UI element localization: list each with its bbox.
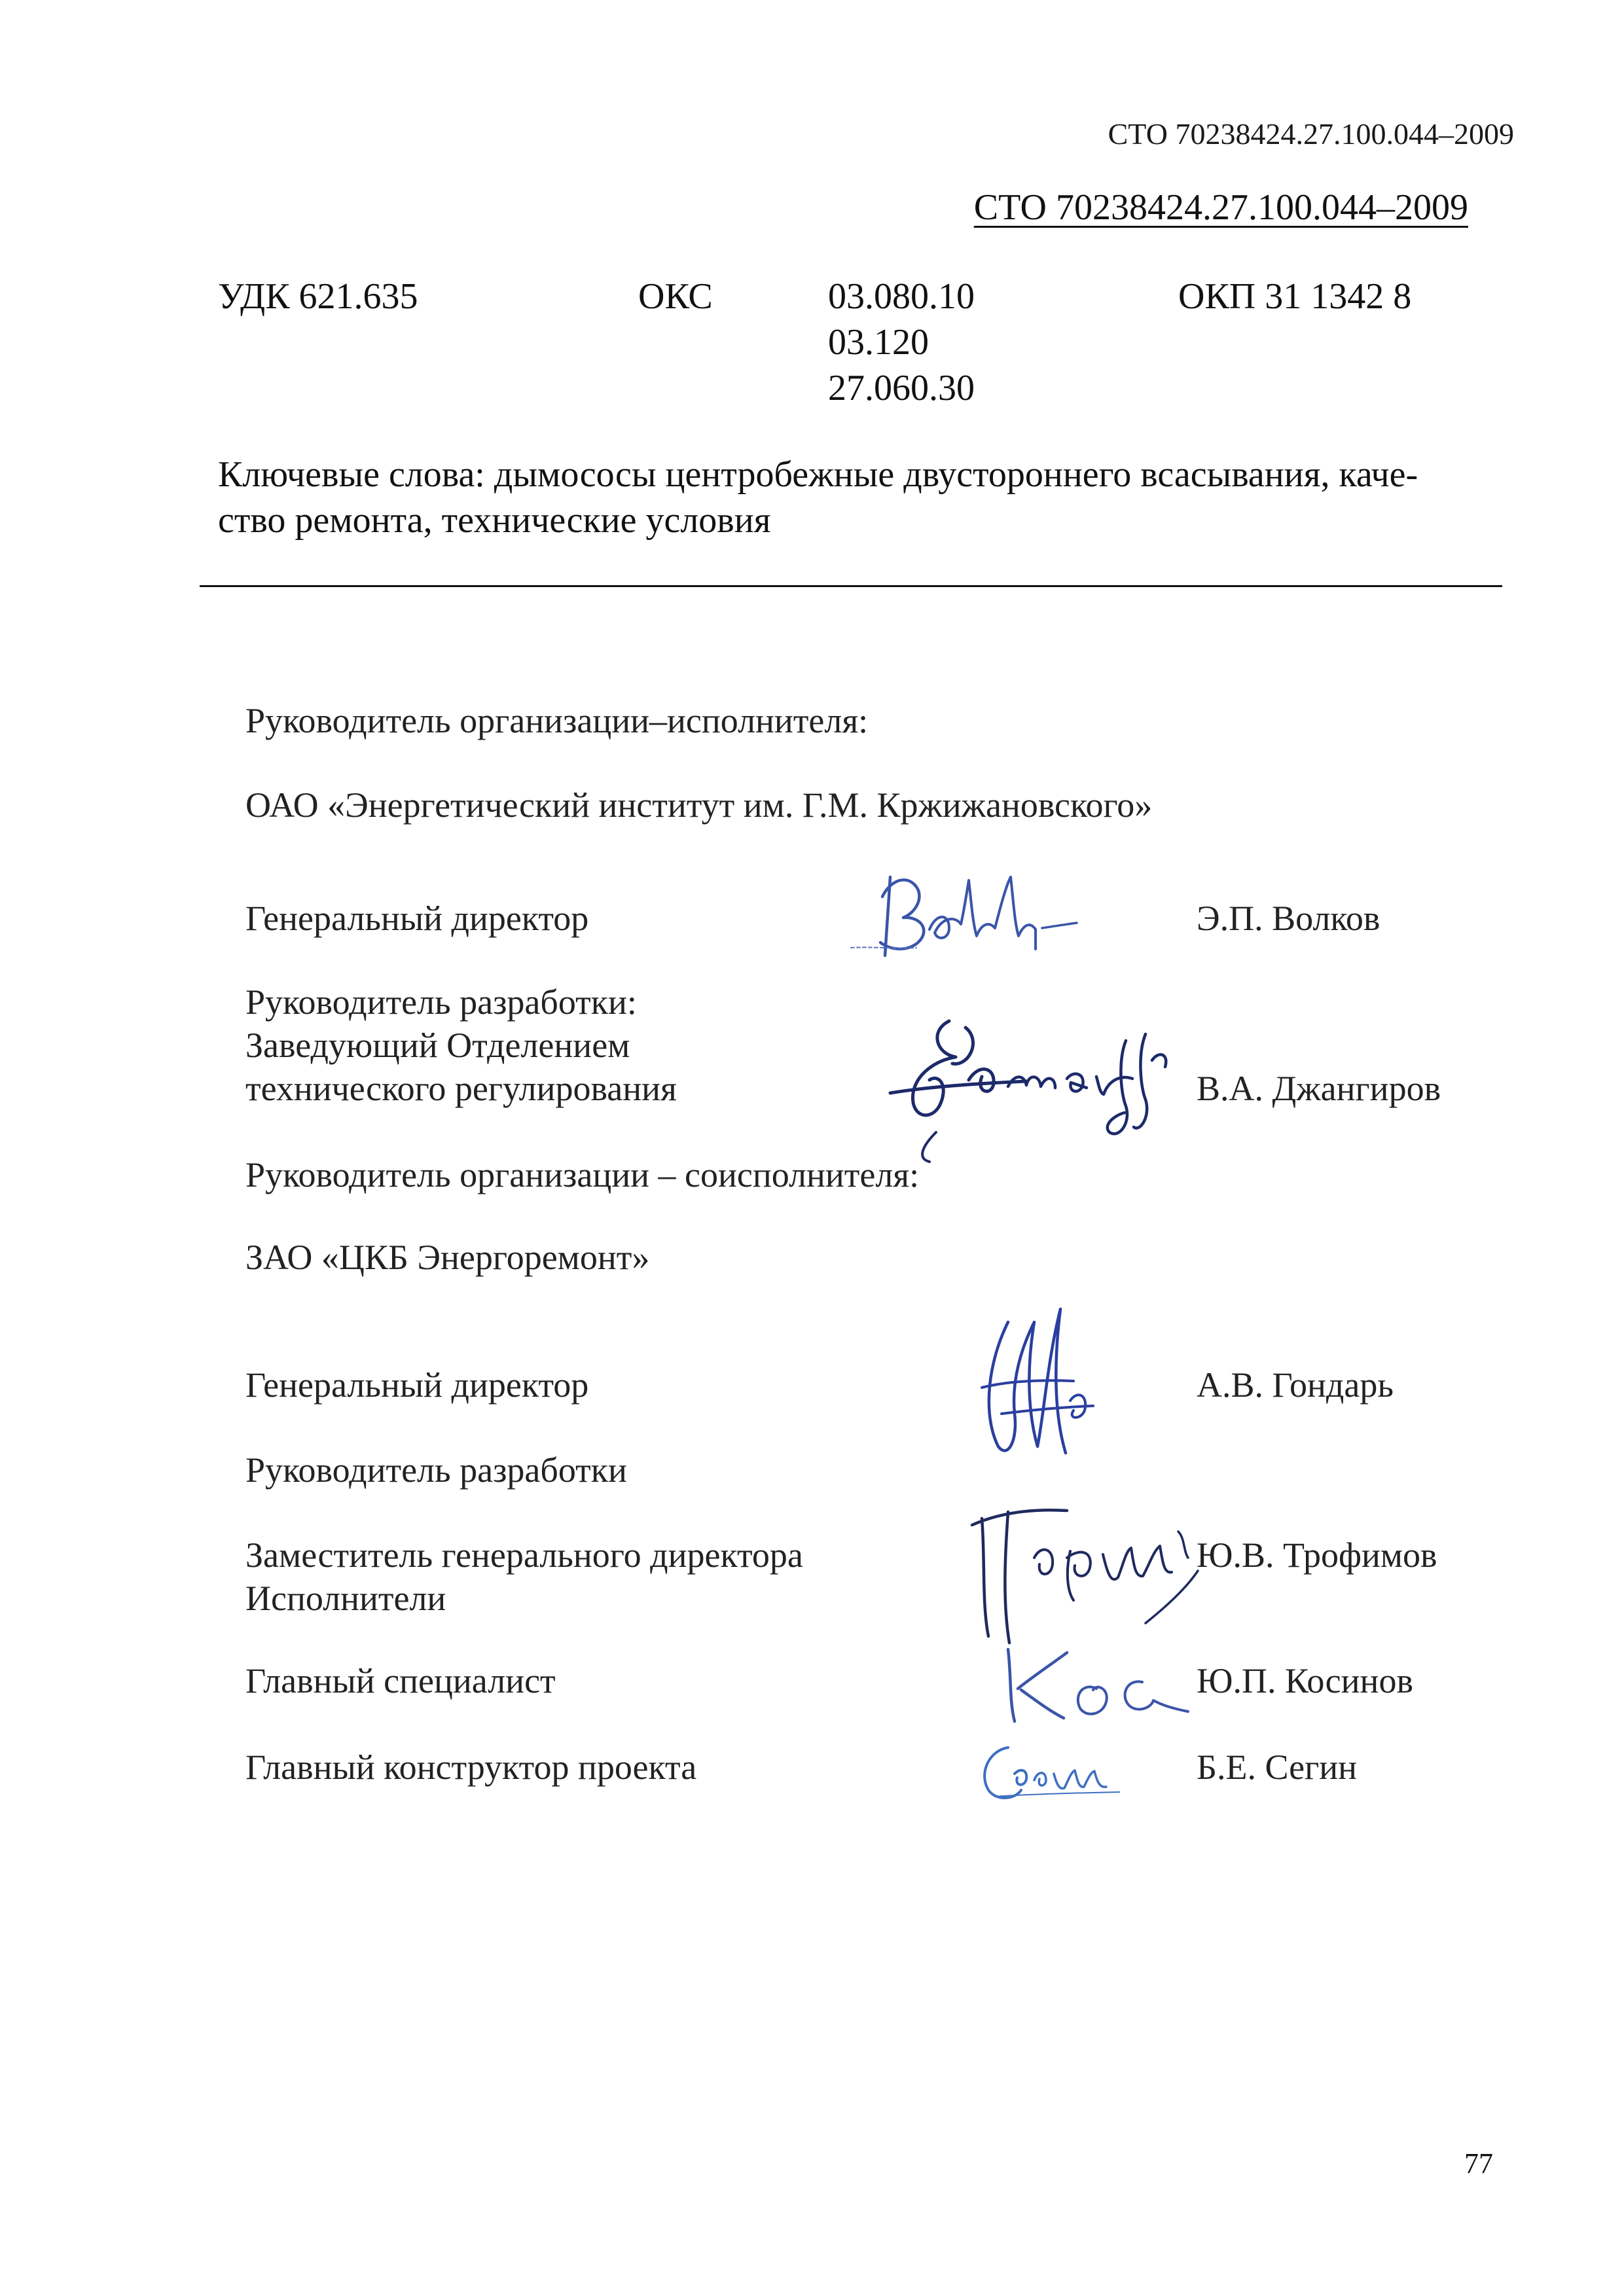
executor-director-name: Э.П. Волков: [1197, 899, 1380, 938]
signature-volkov: [851, 851, 1087, 975]
running-header-code: СТО 70238424.27.100.044–2009: [1108, 117, 1514, 151]
oks-code-list: [828, 274, 975, 411]
executor-dev-lead-name: В.А. Джангиров: [1197, 1069, 1441, 1108]
signature-kosinov: [982, 1643, 1198, 1728]
page-number: 77: [1464, 2147, 1493, 2179]
executor-director-title: Генеральный директор: [245, 899, 589, 938]
chief-specialist-name: Ю.П. Косинов: [1197, 1661, 1413, 1700]
co-executor-organization: ЗАО «ЦКБ Энергоремонт»: [245, 1238, 650, 1277]
okp-code: ОКП 31 1342 8: [1178, 276, 1412, 317]
chief-designer-title: Главный конструктор проекта: [245, 1748, 697, 1787]
executor-organization: ОАО «Энергетический институт им. Г.М. Кржижановского»: [245, 785, 1153, 825]
executor-dev-lead-title: Руководитель разработки: Заведующий Отделением технического регулирования: [245, 982, 677, 1108]
signature-dzhangirov: [877, 1001, 1218, 1172]
oks-code: 03.080.10: [828, 276, 975, 317]
keywords-line: Ключевые слова: дымососы центробежные двустороннего всасывания, каче-: [218, 454, 1418, 495]
co-executor-heading: Руководитель организации – соисполнителя:: [245, 1155, 920, 1194]
keywords-paragraph: [218, 452, 1501, 543]
standard-code: СТО 70238424.27.100.044–2009: [973, 187, 1468, 228]
co-executor-director-name: А.В. Гондарь: [1197, 1365, 1394, 1405]
deputy-director-name: Ю.В. Трофимов: [1197, 1535, 1437, 1575]
chief-specialist-title: Главный специалист: [245, 1661, 556, 1700]
horizontal-divider: [200, 585, 1502, 587]
executor-heading: Руководитель организации–исполнителя:: [245, 701, 869, 740]
signature-gondar: [962, 1283, 1132, 1473]
deputy-director-title: Заместитель генерального директора Исполнители: [245, 1535, 803, 1618]
oks-code: 03.120: [828, 322, 929, 363]
keywords-line: ство ремонта, технические условия: [218, 500, 771, 541]
co-executor-director-title: Генеральный директор: [245, 1365, 589, 1405]
signature-trofimov: [962, 1486, 1237, 1669]
udk-code: УДК 621.635: [218, 276, 418, 317]
co-executor-dev-lead-heading: Руководитель разработки: [245, 1450, 627, 1490]
oks-code: 27.060.30: [828, 368, 975, 408]
oks-label: ОКС: [638, 276, 713, 317]
chief-designer-name: Б.Е. Сегин: [1197, 1748, 1358, 1787]
signature-segin: [969, 1734, 1139, 1813]
